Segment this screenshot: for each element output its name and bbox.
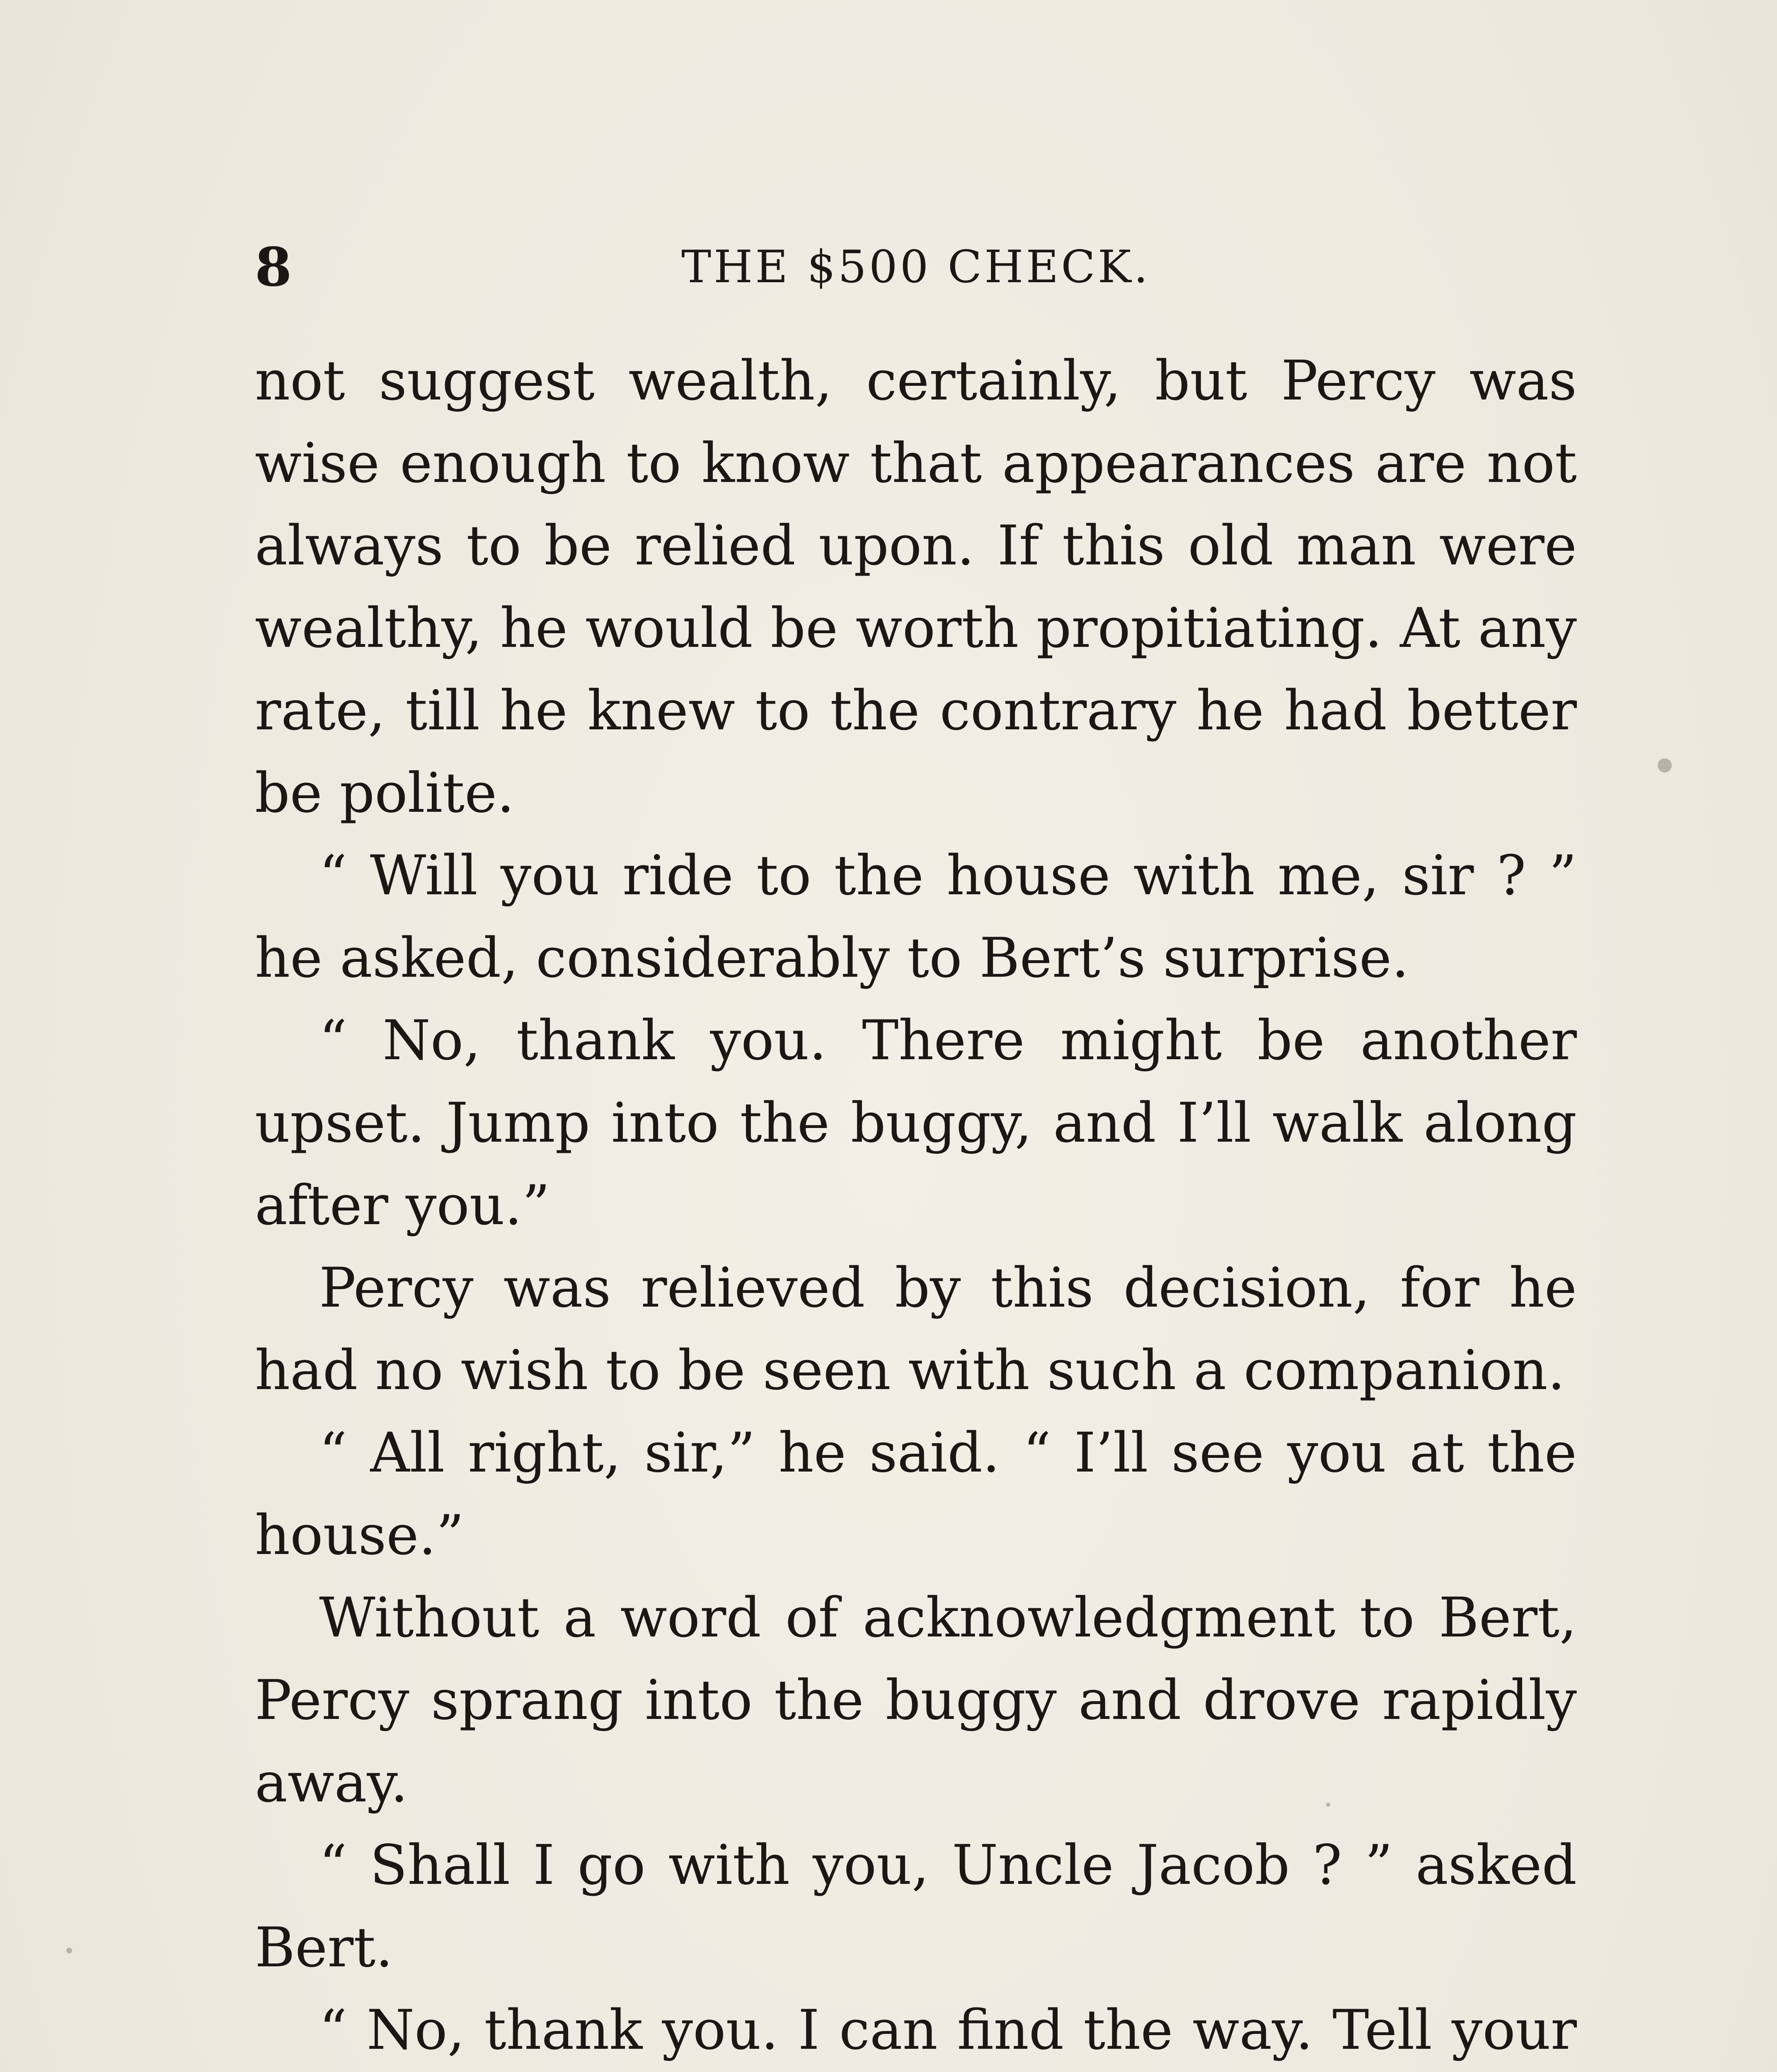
running-head: THE $500 CHECK. bbox=[681, 241, 1150, 293]
paragraph: not suggest wealth, certainly, but Percy was wise enough to know that appearances are not always to be relied upon. If this old man were wealthy, he would be worth propitiating. At any rate, till he knew to the contrary he had better be polite. bbox=[255, 349, 1577, 825]
paragraph: “ Shall I go with you, Uncle Jacob ? ” asked Bert. bbox=[255, 1833, 1577, 1980]
paragraph: Percy was relieved by this decision, for he had no wish to be seen with such a companion. bbox=[255, 1256, 1577, 1402]
paragraph: Without a word of acknowledgment to Bert, Percy sprang into the buggy and drove rapidly away. bbox=[255, 1586, 1577, 1815]
paper-speck bbox=[1658, 758, 1672, 772]
page-header bbox=[255, 232, 1577, 303]
paper-speck bbox=[66, 1948, 72, 1953]
paragraph: “ All right, sir,” he said. “ I’ll see you at the house.” bbox=[255, 1421, 1577, 1567]
paragraph: “ No, thank you. I can find the way. Tell your bbox=[319, 1998, 1577, 2062]
paragraph: “ Will you ride to the house with me, sir ? ” he asked, considerably to Bert’s surprise. bbox=[255, 844, 1577, 990]
page-number: 8 bbox=[255, 236, 292, 298]
body-text bbox=[255, 340, 1577, 2072]
paragraph: “ No, thank you. There might be another upset. Jump into the buggy, and I’ll walk along after you.” bbox=[255, 1009, 1577, 1237]
